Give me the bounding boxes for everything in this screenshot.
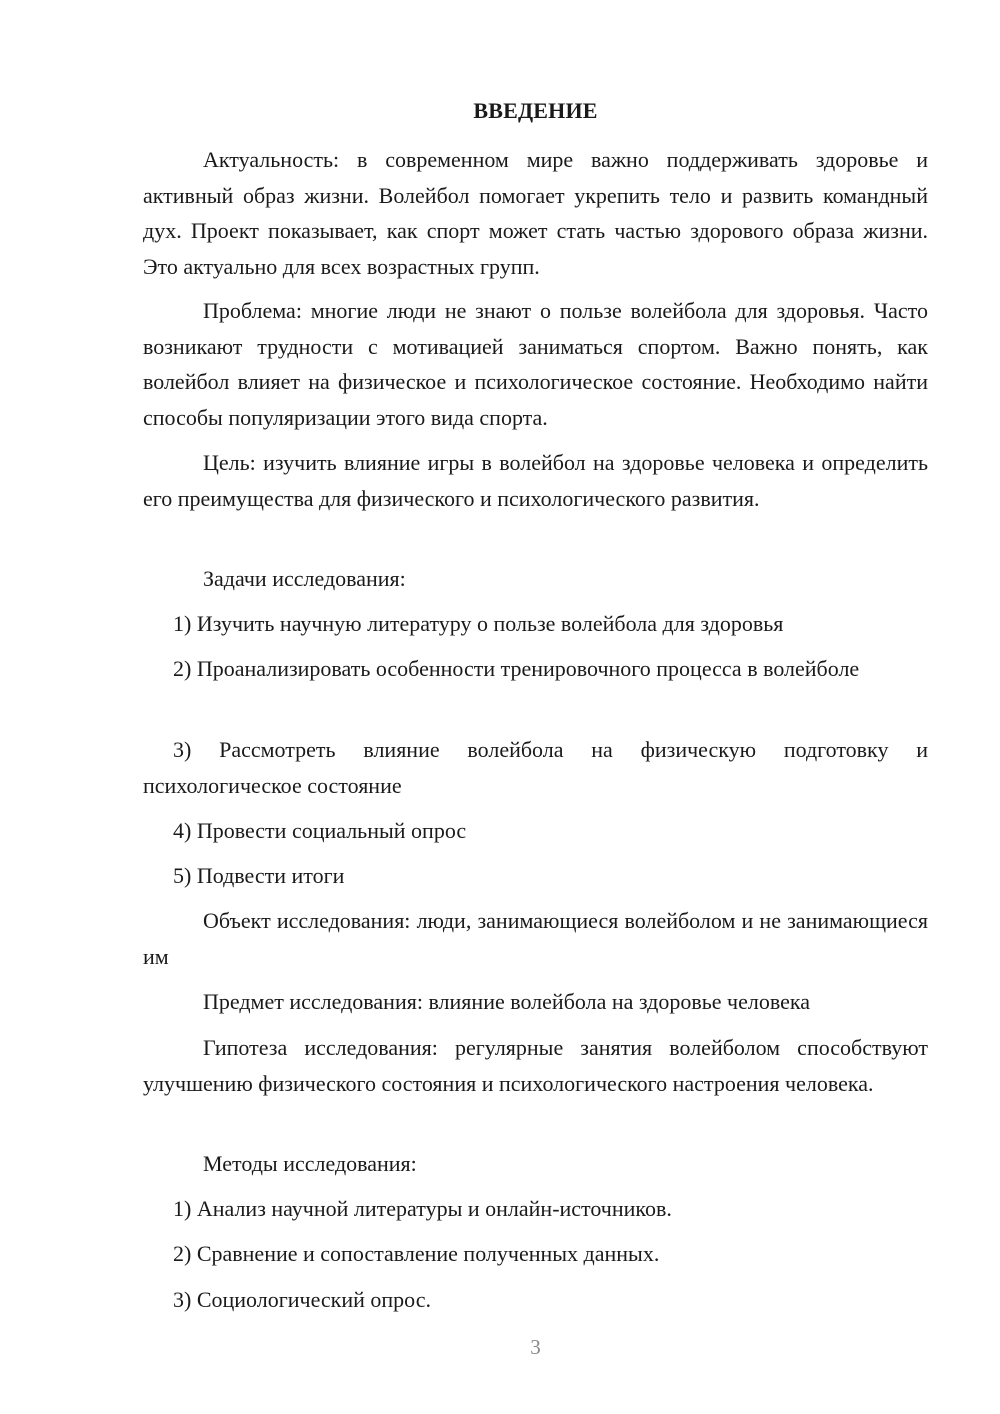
paragraph-methods-heading: Методы исследования: — [203, 1151, 417, 1176]
list-item-method-3: 3) Социологический опрос. — [173, 1287, 431, 1312]
paragraph-hypothesis: Гипотеза исследования: регулярные занятия волейболом способствуют улучшению физического состояния и психологического настроения человека. — [143, 1035, 928, 1096]
section-title: ВВЕДЕНИЕ — [473, 98, 598, 123]
list-item-task-3: 3) Рассмотреть влияние волейбола на физическую подготовку и психологическое состояние — [143, 737, 928, 798]
page-number: 3 — [530, 1335, 541, 1359]
paragraph-tasks-heading: Задачи исследования: — [203, 566, 406, 591]
list-item-task-2: 2) Проанализировать особенности тренировочного процесса в волейболе — [173, 656, 860, 681]
list-item-method-1: 1) Анализ научной литературы и онлайн-источников. — [173, 1196, 672, 1221]
list-item-task-1: 1) Изучить научную литературу о пользе волейбола для здоровья — [173, 611, 784, 636]
paragraph-goal: Цель: изучить влияние игры в волейбол на здоровье человека и определить его преимущества для физического и психологического развития. — [143, 450, 928, 511]
paragraph-relevance: Актуальность: в современном мире важно поддерживать здоровье и активный образ жизни. Волейбол помогает укрепить тело и развить командный дух. Проект показывает, как спорт может стать частью здорового образа жизни. Это актуально для всех возрастных групп. — [143, 147, 928, 279]
list-item-task-5: 5) Подвести итоги — [173, 863, 345, 888]
paragraph-subject: Предмет исследования: влияние волейбола на здоровье человека — [203, 989, 810, 1014]
list-item-task-4: 4) Провести социальный опрос — [173, 818, 467, 843]
list-item-method-2: 2) Сравнение и сопоставление полученных данных. — [173, 1241, 660, 1266]
paragraph-problem: Проблема: многие люди не знают о пользе волейбола для здоровья. Часто возникают трудности с мотивацией заниматься спортом. Важно понять, как волейбол влияет на физическое и психологическое состояние. Необходимо найти способы популяризации этого вида спорта. — [143, 298, 928, 430]
paragraph-object: Объект исследования: люди, занимающиеся волейболом и не занимающиеся им — [143, 908, 928, 969]
